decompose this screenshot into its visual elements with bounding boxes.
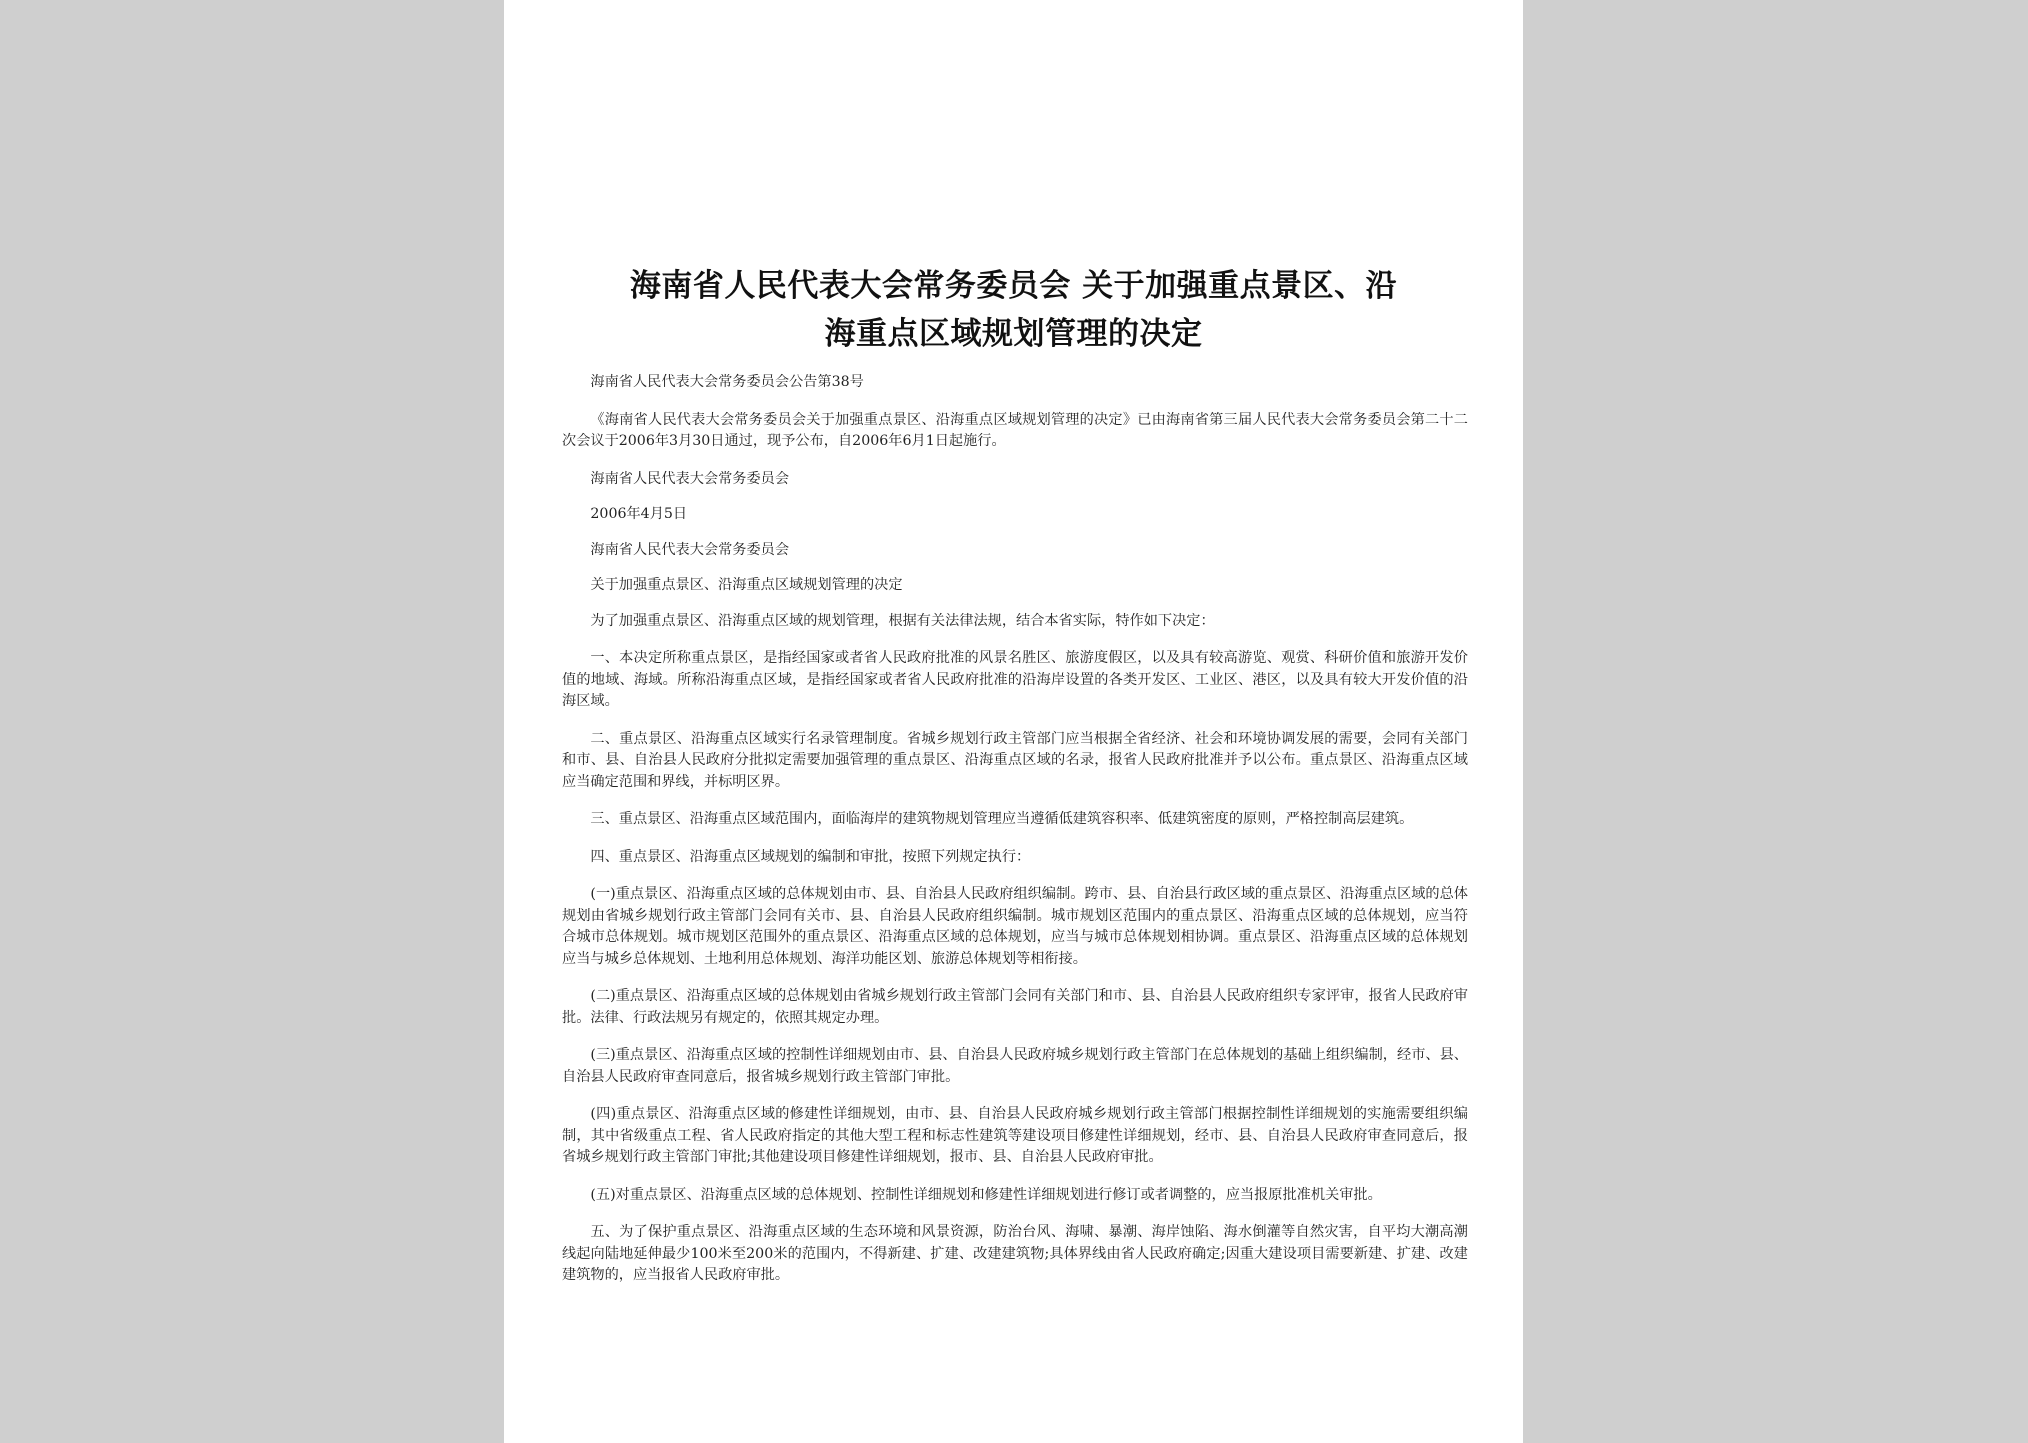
article-2: 二、重点景区、沿海重点区域实行名录管理制度。省城乡规划行政主管部门应当根据全省经济、社会和环境协调发展的需要，会同有关部门和市、县、自治县人民政府分批拟定需要加强管理的重点景区、沿海重点区域的名录，报省人民政府批准并予以公布。重点景区、沿海重点区域应当确定范围和界线，并标明区界。 [562, 730, 1468, 790]
promulgation-paragraph: 《海南省人民代表大会常务委员会关于加强重点景区、沿海重点区域规划管理的决定》已由海南省第三届人民代表大会常务委员会第二十二次会议于2006年3月30日通过，现予公布，自2006年6月1日起施行。 [562, 411, 1468, 449]
article-5: 五、为了保护重点景区、沿海重点区域的生态环境和风景资源，防治台风、海啸、暴潮、海岸蚀陷、海水倒灌等自然灾害，自平均大潮高潮线起向陆地延伸最少100米至200米的范围内，不得新建、扩建、改建建筑物;具体界线由省人民政府确定;因重大建设项目需要新建、扩建、改建建筑物的，应当报省人民政府审批。 [562, 1224, 1468, 1283]
title-line-2: 海重点区域规划管理的决定 [824, 316, 1203, 352]
article-4-item-1: (一)重点景区、沿海重点区域的总体规划由市、县、自治县人民政府组织编制。跨市、县、自治县行政区域的重点景区、沿海重点区域的总体规划由省城乡规划行政主管部门会同有关市、县、自治县人民政府组织编制。城市规划区范围内的重点景区、沿海重点区域的总体规划，应当符合城市总体规划。城市规划区范围外的重点景区、沿海重点区域的总体规划，应当与城市总体规划相协调。重点景区、沿海重点区域的总体规划应当与城乡总体规划、土地利用总体规划、海洋功能区划、旅游总体规划等相衔接。 [562, 886, 1468, 967]
title-line-1: 海南省人民代表大会常务委员会 关于加强重点景区、沿 [629, 268, 1398, 304]
announcement-number: 海南省人民代表大会常务委员会公告第38号 [590, 374, 864, 390]
article-4-item-4: (四)重点景区、沿海重点区域的修建性详细规划，由市、县、自治县人民政府城乡规划行政主管部门根据控制性详细规划的实施需要组织编制，其中省级重点工程、省人民政府指定的其他大型工程和标志性建筑等建设项目修建性详细规划，经市、县、自治县人民政府审查同意后，报省城乡规划行政主管部门审批;其他建设项目修建性详细规划，报市、县、自治县人民政府审批。 [562, 1106, 1468, 1165]
issuer-name: 海南省人民代表大会常务委员会 [590, 470, 790, 487]
article-4-item-2: (二)重点景区、沿海重点区域的总体规划由省城乡规划行政主管部门会同有关部门和市、县、自治县人民政府组织专家评审，报省人民政府审批。法律、行政法规另有规定的，依照其规定办理。 [562, 988, 1468, 1026]
preamble-paragraph: 为了加强重点景区、沿海重点区域的规划管理，根据有关法律法规，结合本省实际，特作如下决定： [590, 612, 1215, 629]
article-4-item-3: (三)重点景区、沿海重点区域的控制性详细规划由市、县、自治县人民政府城乡规划行政主管部门在总体规划的基础上组织编制，经市、县、自治县人民政府审查同意后，报省城乡规划行政主管部门审批。 [562, 1047, 1468, 1085]
article-4-item-5: (五)对重点景区、沿海重点区域的总体规划、控制性详细规划和修建性详细规划进行修订或者调整的，应当报原批准机关审批。 [590, 1186, 1382, 1203]
committee-name: 海南省人民代表大会常务委员会 [590, 541, 790, 558]
document-body [562, 372, 1468, 1287]
decision-subtitle: 关于加强重点景区、沿海重点区域规划管理的决定 [590, 577, 903, 593]
issue-date: 2006年4月5日 [590, 506, 688, 522]
article-1: 一、本决定所称重点景区，是指经国家或者省人民政府批准的风景名胜区、旅游度假区，以及具有较高游览、观赏、科研价值和旅游开发价值的地域、海域。所称沿海重点区域，是指经国家或者省人民政府批准的沿海岸设置的各类开发区、工业区、港区，以及具有较大开发价值的沿海区域。 [562, 650, 1468, 709]
document-page [504, 0, 1523, 1443]
article-3: 三、重点景区、沿海重点区域范围内，面临海岸的建筑物规划管理应当遵循低建筑容积率、低建筑密度的原则，严格控制高层建筑。 [590, 811, 1414, 827]
document-title [544, 262, 1483, 358]
article-4: 四、重点景区、沿海重点区域规划的编制和审批，按照下列规定执行： [590, 848, 1031, 865]
